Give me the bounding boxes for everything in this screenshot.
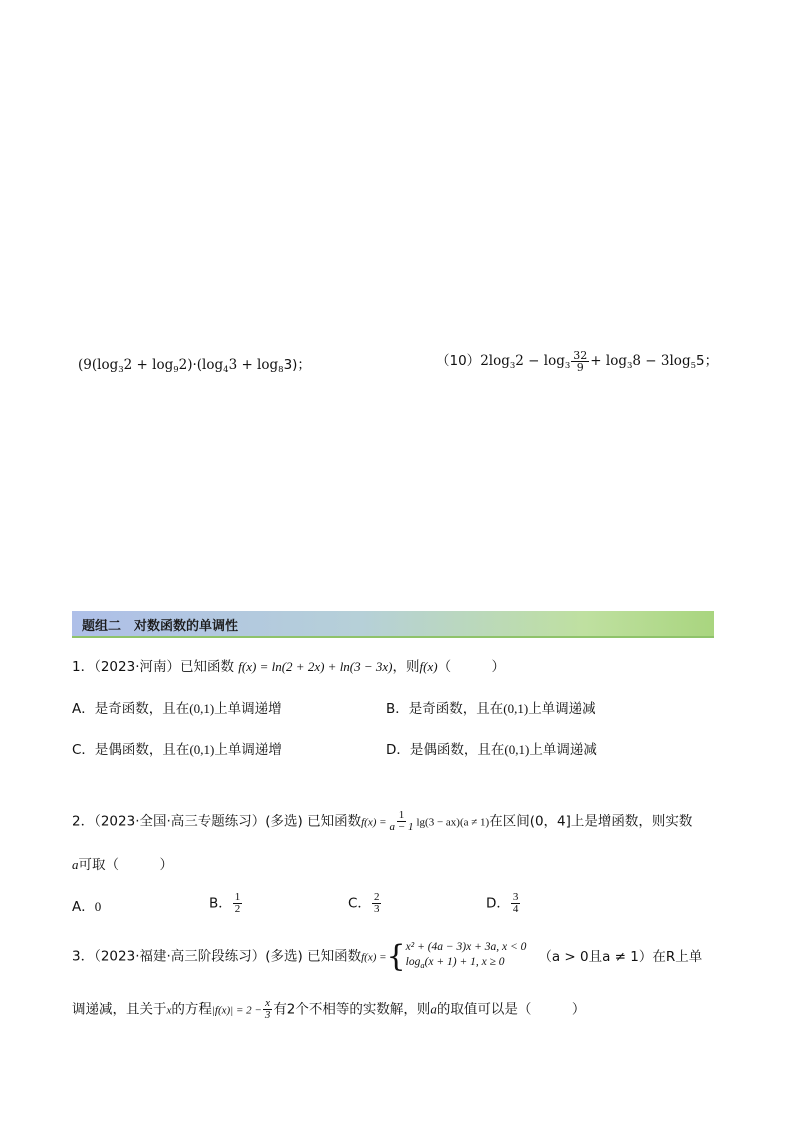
question-2-option-d[interactable]: D． $\frac{3}{4}$ [486, 891, 519, 915]
question-2-option-c[interactable]: C． $\frac{2}{3}$ [348, 891, 380, 915]
fraction: $\frac{32}{9}$ [573, 349, 588, 374]
fraction: $\frac{x}{3}$ [264, 997, 271, 1021]
section-banner [72, 611, 714, 638]
piecewise-function: { x² + (4a − 3)x + 3a, x < 0 $\log_a(x + 1) + 1$, x ≥ 0 [386, 938, 527, 974]
question-1-option-a[interactable]: A．是奇函数，且在(0,1)上单调递增 [72, 701, 282, 717]
question-1-stem: 1．（2023·河南）已知函数 f(x) = ln(2 + 2x) + ln(3 − 3x)，则f(x)（ ） [72, 659, 506, 675]
question-1-option-c[interactable]: C．是偶函数，且在(0,1)上单调递增 [72, 742, 282, 758]
question-1-option-b[interactable]: B．是奇函数，且在(0,1)上单调递减 [386, 701, 596, 717]
problem-10-label: （10） [436, 353, 481, 369]
question-1-option-d[interactable]: D．是偶函数，且在(0,1)上单调递减 [386, 742, 597, 758]
function-expression: f(x) = ln(2 + 2x) + ln(3 − 3x) [238, 659, 393, 674]
problem-9-label: (9 [78, 357, 92, 373]
section-title: 题组二 对数函数的单调性 [82, 619, 239, 634]
question-2-stem: 2．（2023·全国·高三专题练习）(多选) 已知函数f(x) = $\frac{1}{a - 1}$ lg(3 − ax)(a ≠ 1)在区间(0，4]上是增函数，则实数 [72, 809, 693, 833]
question-3-stem-line2: 调递减，且关于x的方程|f(x)| = 2 − $\frac{x}{3}$ 有2个不相等的实数解，则a的取值可以是（ ） [72, 997, 586, 1021]
question-2-option-a[interactable]: A．0 [72, 899, 102, 915]
fraction: $\frac{1}{a - 1}$ [389, 809, 414, 833]
question-2-stem-line2: a可取（ ） [72, 857, 173, 873]
question-3-stem: 3．（2023·福建·高三阶段练习）(多选) 已知函数f(x) = { x² + (4a − 3)x + 3a, x < 0 $\log_a(x + 1) + 1$, x ≥ 0 （a > 0且a ≠ 1）在R上单 [72, 938, 703, 974]
problem-9: ($9(\log_32 + \log_92)\cdot(\log_43 + \log_83)$； [78, 357, 311, 375]
problem-10: $(10)2\log_32 - \log_3$ $\frac{32}{9}$ + $\log_38 - 3\log_55$； [436, 349, 719, 374]
question-2-option-b[interactable]: B． $\frac{1}{2}$ [209, 891, 241, 915]
